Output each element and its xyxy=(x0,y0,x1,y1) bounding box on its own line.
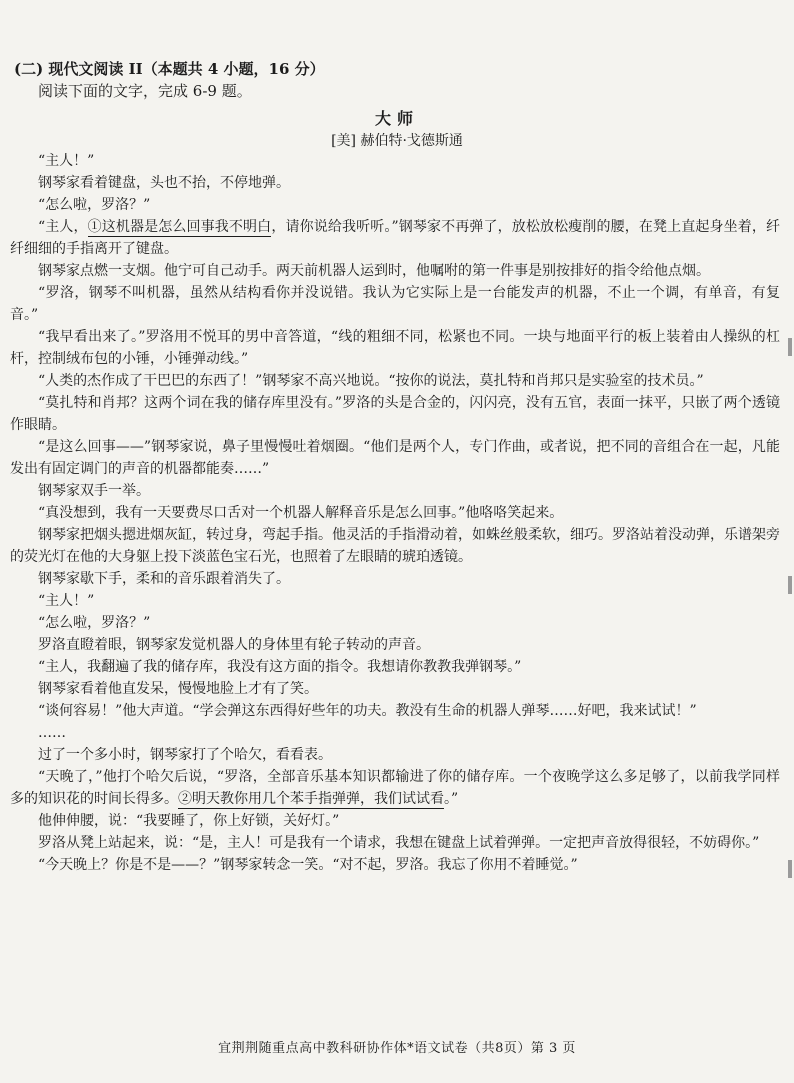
story-paragraph: “罗洛，钢琴不叫机器，虽然从结构看你并没说错。我认为它实际上是一台能发声的机器，不止一个调，有单音，有复音。” xyxy=(10,285,780,323)
story-paragraph: “怎么啦，罗洛？” xyxy=(38,197,151,213)
underlined-sentence: ①这机器是怎么回事我不明白 xyxy=(87,219,272,235)
story-paragraph: 钢琴家看着他直发呆，慢慢地脸上才有了笑。 xyxy=(38,681,318,697)
edge-mark xyxy=(788,576,792,594)
story-paragraph: “我早看出来了。”罗洛用不悦耳的男中音答道，“线的粗细不同，松紧也不同。一块与地面平行的板上装着由人操纵的杠杆，控制绒布包的小锤，小锤弹动线。” xyxy=(10,329,780,367)
story-paragraph: “主人！” xyxy=(38,153,95,169)
section-header xyxy=(14,58,325,102)
story-title: 大师 xyxy=(374,109,419,128)
underlined-sentence: ②明天教你用几个苯手指弹弹，我们试试看 xyxy=(178,791,444,807)
story-paragraph: 钢琴家看着键盘，头也不抬，不停地弹。 xyxy=(38,175,290,191)
story-paragraph: 钢琴家双手一举。 xyxy=(38,483,150,499)
story-paragraph: “怎么啦，罗洛？” xyxy=(38,615,151,631)
story-paragraph: “是这么回事——”钢琴家说，鼻子里慢慢吐着烟圈。“他们是两个人，专门作曲，或者说，把不同的音组合在一起，凡能发出有固定调门的声音的机器都能奏……” xyxy=(10,439,780,477)
story-body xyxy=(10,150,780,876)
edge-mark xyxy=(788,860,792,878)
story-paragraph: “莫扎特和肖邦？这两个词在我的储存库里没有。”罗洛的头是合金的，闪闪亮，没有五官，表面一抹平，只嵌了两个透镜作眼睛。 xyxy=(10,395,780,433)
story-paragraph: 罗洛直瞪着眼，钢琴家发觉机器人的身体里有轮子转动的声音。 xyxy=(38,637,430,653)
story-paragraph: 过了一个多小时，钢琴家打了个哈欠，看看表。 xyxy=(38,747,332,763)
section-instruction: 阅读下面的文字，完成 6-9 题。 xyxy=(38,82,252,100)
story-paragraph: “今天晚上？你是不是——？”钢琴家转念一笑。“对不起，罗洛。我忘了你用不着睡觉。” xyxy=(38,857,578,873)
story-paragraph: “主人！” xyxy=(38,593,95,609)
story-paragraph: 罗洛从凳上站起来，说：“是，主人！可是我有一个请求，我想在键盘上试着弹弹。一定把声音放得很轻，不妨碍你。” xyxy=(38,835,760,851)
story-paragraph: “人类的杰作成了干巴巴的东西了！”钢琴家不高兴地说。“按你的说法，莫扎特和肖邦只是实验室的技术员。” xyxy=(38,373,704,389)
paragraph-text: “主人， xyxy=(38,219,88,235)
story-paragraph: 钢琴家把烟头摁进烟灰缸，转过身，弯起手指。他灵活的手指滑动着，如蛛丝般柔软，细巧。罗洛站着没动弹，乐谱架旁的荧光灯在他的大身躯上投下淡蓝色宝石光，也照着了左眼睛的琥珀透镜。 xyxy=(10,527,780,565)
story-paragraph xyxy=(10,216,780,260)
paragraph-text: 。” xyxy=(444,791,459,807)
story-paragraph: 钢琴家点燃一支烟。他宁可自己动手。两天前机器人运到时，他嘱咐的第一件事是别按排好的指令给他点烟。 xyxy=(38,263,710,279)
story-paragraph: 钢琴家歇下手，柔和的音乐跟着消失了。 xyxy=(38,571,290,587)
page-footer: 宜荆荆随重点高中教科研协作体*语文试卷（共8页）第 3 页 xyxy=(218,1041,576,1056)
section-heading: (二) 现代文阅读 II（本题共 4 小题，16 分） xyxy=(14,60,325,78)
story-author: [美] 赫伯特·戈德斯通 xyxy=(331,133,463,149)
story-paragraph: …… xyxy=(38,725,66,741)
story-paragraph: 他伸伸腰，说：“我要睡了，你上好锁，关好灯。” xyxy=(38,813,340,829)
story-paragraph xyxy=(10,766,780,810)
story-paragraph: “谈何容易！”他大声道。“学会弹这东西得好些年的功夫。教没有生命的机器人弹琴……好吧，我来试试！” xyxy=(38,703,697,719)
paragraph-text: ，请你说给我听听。”钢琴家不再弹了，放松放松瘦削的腰，在凳上直起身坐着，纤纤细细的手指离开了键盘。 xyxy=(10,219,780,257)
story-paragraph: “真没想到，我有一天要费尽口舌对一个机器人解释音乐是怎么回事。”他咯咯笑起来。 xyxy=(38,505,564,521)
story-paragraph: “主人，我翻遍了我的储存库，我没有这方面的指令。我想请你教教我弹钢琴。” xyxy=(38,659,522,675)
paragraph-text: “天晚了，”他打个哈欠后说，“罗洛，全部音乐基本知识都输进了你的储存库。一个夜晚学这么多足够了，以前我学同样多的知识花的时间长得多。 xyxy=(10,769,780,807)
edge-mark xyxy=(788,338,792,356)
